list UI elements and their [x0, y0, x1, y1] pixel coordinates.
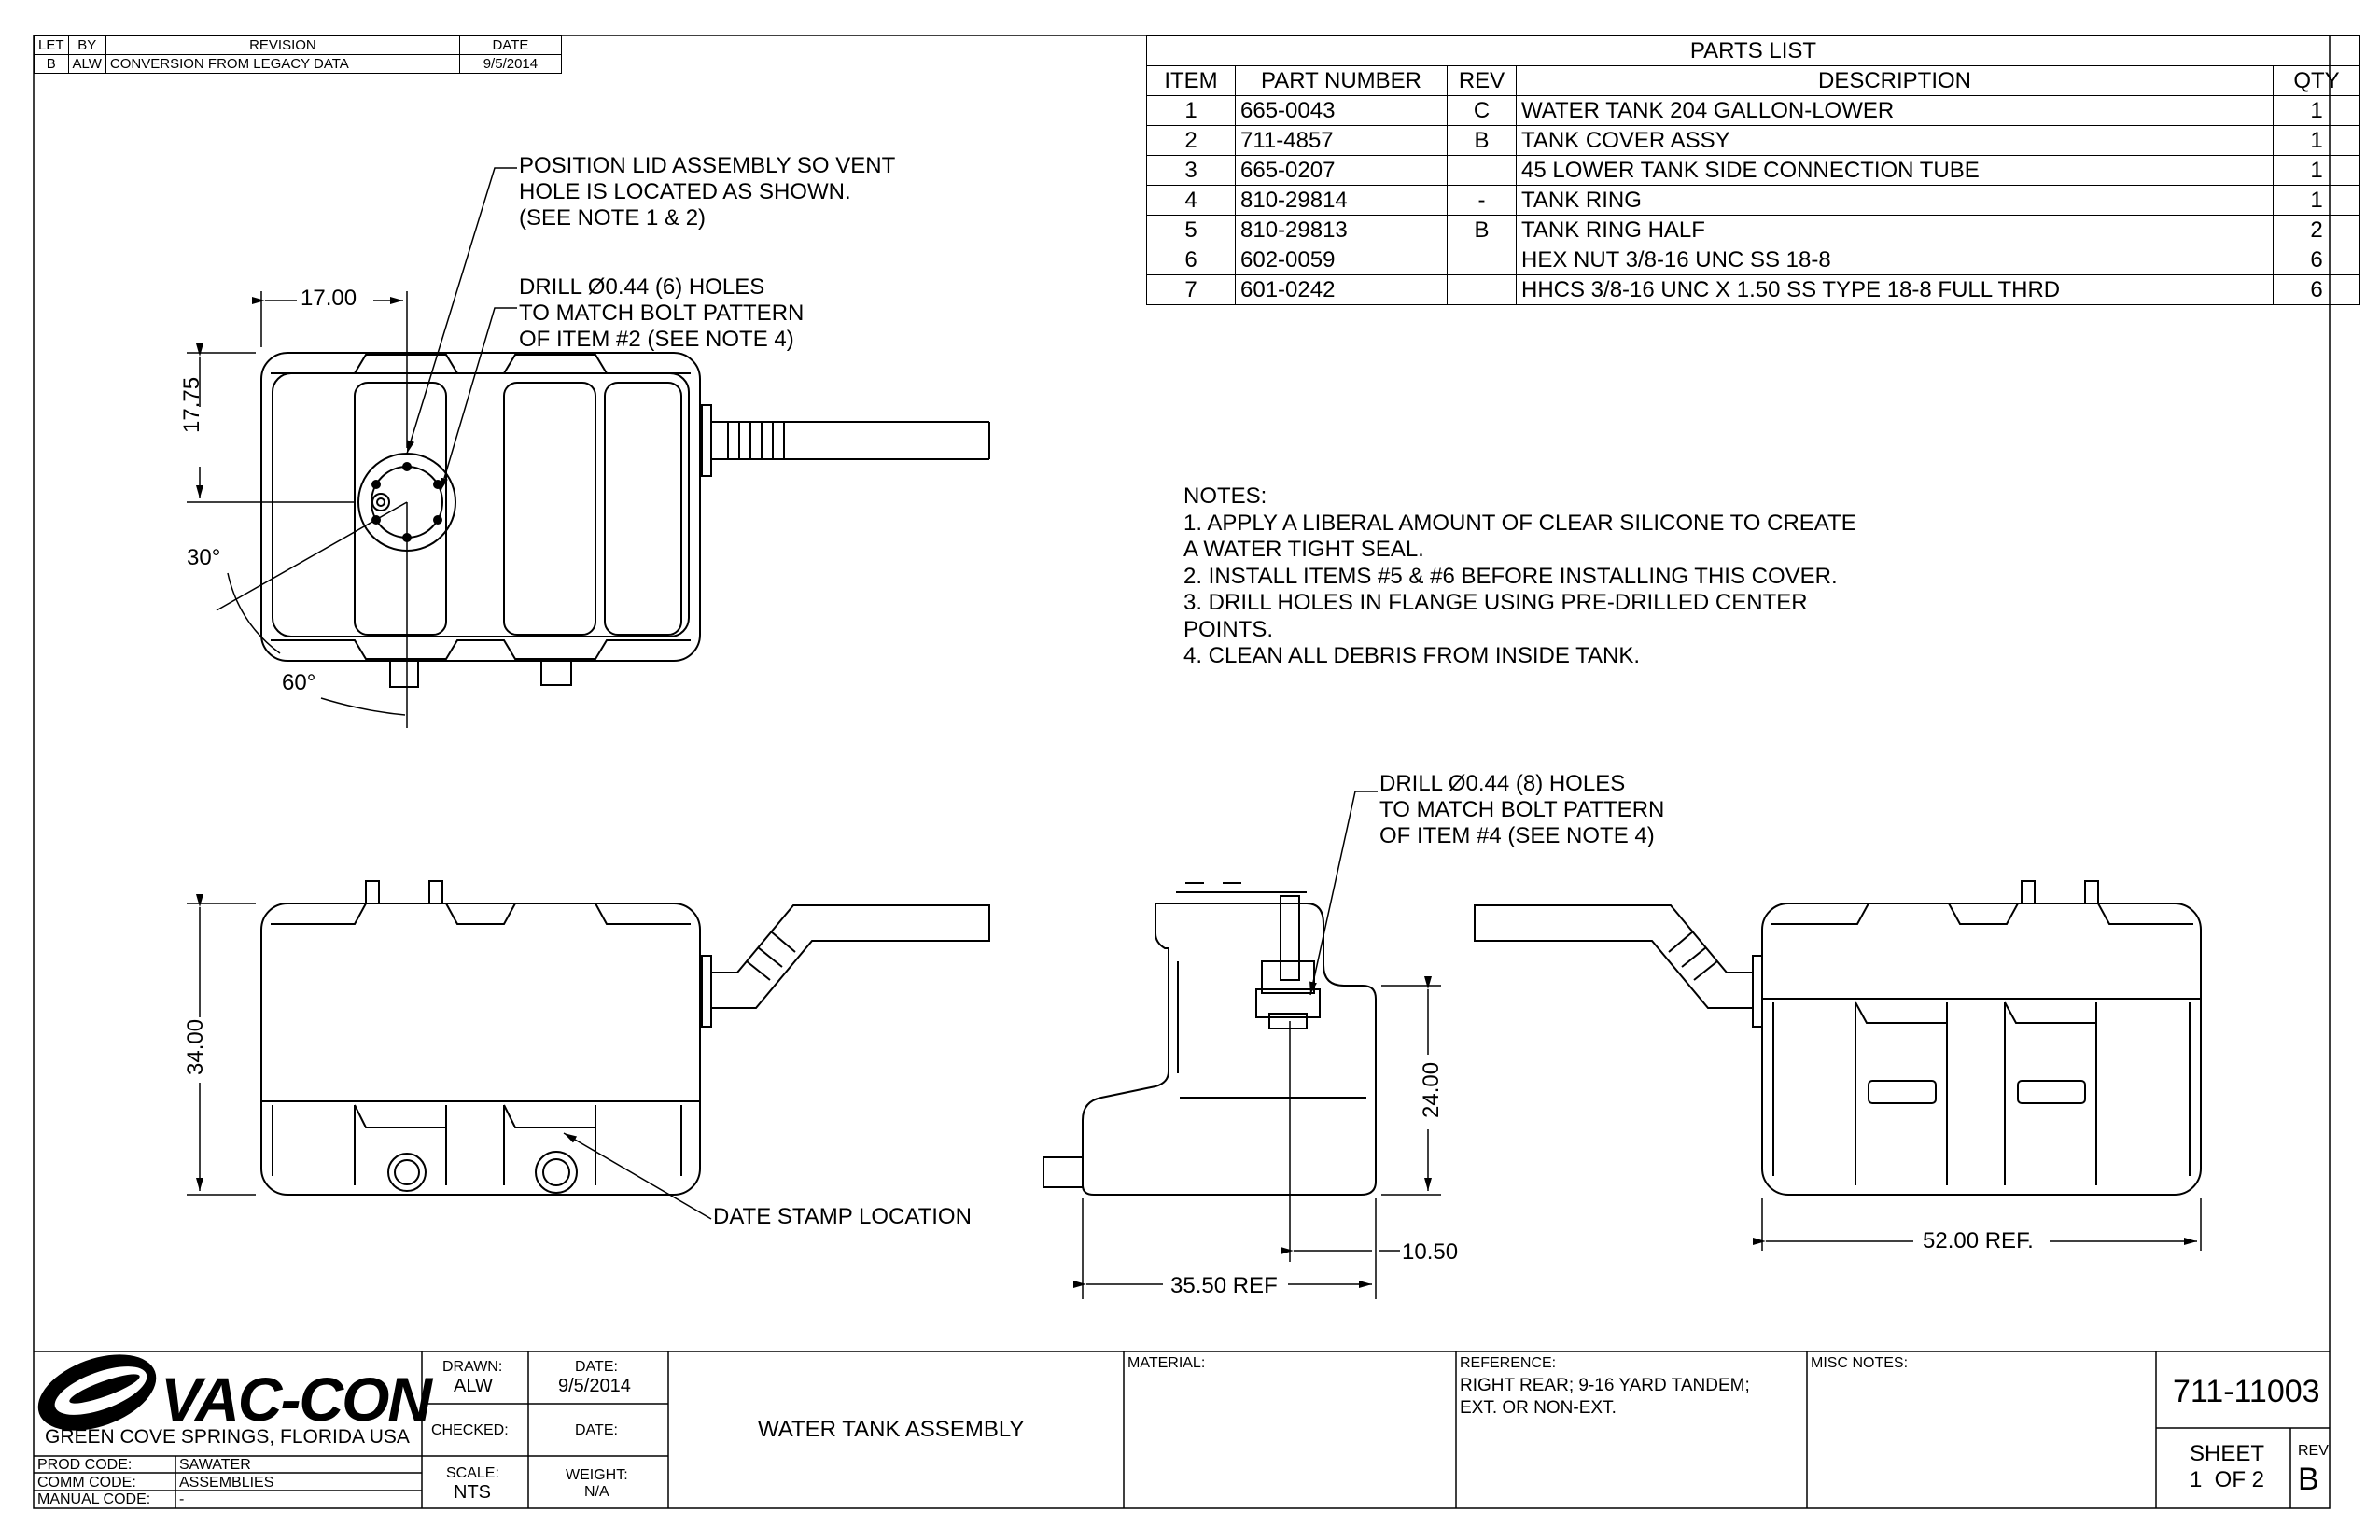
rev-header-date: DATE — [459, 36, 561, 55]
part-number: 602-0059 — [1236, 245, 1448, 275]
part-description: TANK RING — [1517, 186, 2274, 216]
misc-notes-label: MISC NOTES: — [1811, 1355, 1909, 1371]
rev-date: 9/5/2014 — [459, 55, 561, 74]
rev-value: B — [2298, 1462, 2319, 1497]
part-qty: 6 — [2274, 245, 2360, 275]
part-number: 810-29813 — [1236, 216, 1448, 245]
part-number: 665-0043 — [1236, 96, 1448, 126]
weight-label: WEIGHT: — [566, 1467, 628, 1483]
dim-top-width: 17.00 — [301, 286, 357, 311]
part-description: WATER TANK 204 GALLON-LOWER — [1517, 96, 2274, 126]
callout-line: POSITION LID ASSEMBLY SO VENT — [519, 153, 896, 178]
dim-side-height: 24.00 — [1419, 1061, 1444, 1118]
date-stamp-callout: DATE STAMP LOCATION — [713, 1204, 972, 1229]
dim-top-height: 17.75 — [179, 376, 204, 433]
rev-header-revision: REVISION — [105, 36, 459, 55]
part-number: 810-29814 — [1236, 186, 1448, 216]
rev-description: CONVERSION FROM LEGACY DATA — [105, 55, 459, 74]
part-description: 45 LOWER TANK SIDE CONNECTION TUBE — [1517, 156, 2274, 186]
part-item: 4 — [1147, 186, 1236, 216]
drawing-number: 711-11003 — [2173, 1374, 2320, 1409]
drawing-title: WATER TANK ASSEMBLY — [758, 1417, 1025, 1442]
part-number: 711-4857 — [1236, 126, 1448, 156]
callout-line: DRILL Ø0.44 (8) HOLES — [1379, 771, 1626, 796]
part-rev: C — [1448, 96, 1517, 126]
note-line: 1. APPLY A LIBERAL AMOUNT OF CLEAR SILICONE TO CREATE — [1183, 510, 1856, 536]
comm-code-value: ASSEMBLIES — [179, 1475, 274, 1491]
rev-header-let: LET — [35, 36, 69, 55]
callout-line: TO MATCH BOLT PATTERN — [1379, 797, 1665, 822]
top-view — [261, 353, 989, 687]
reference-line: RIGHT REAR; 9-16 YARD TANDEM; — [1460, 1376, 1750, 1395]
part-qty: 2 — [2274, 216, 2360, 245]
part-item: 6 — [1147, 245, 1236, 275]
dim-angle-30: 30° — [187, 545, 221, 570]
manual-code-label: MANUAL CODE: — [37, 1491, 151, 1507]
drawn-label: DRAWN: — [442, 1359, 503, 1375]
sheet-label: SHEET — [2190, 1441, 2265, 1466]
part-description: TANK RING HALF — [1517, 216, 2274, 245]
checked-label: CHECKED: — [431, 1422, 509, 1438]
part-description: TANK COVER ASSY — [1517, 126, 2274, 156]
part-item: 5 — [1147, 216, 1236, 245]
front-view — [261, 881, 989, 1195]
vac-con-logo-text: VAC-CON — [161, 1365, 431, 1434]
part-rev: - — [1448, 186, 1517, 216]
parts-header-description: DESCRIPTION — [1517, 66, 2274, 96]
parts-header-qty: QTY — [2274, 66, 2360, 96]
parts-list-title: PARTS LIST — [1147, 36, 2360, 66]
weight-value: N/A — [584, 1484, 609, 1500]
comm-code-label: COMM CODE: — [37, 1475, 136, 1491]
part-qty: 1 — [2274, 126, 2360, 156]
part-rev: B — [1448, 126, 1517, 156]
note-line: 2. INSTALL ITEMS #5 & #6 BEFORE INSTALLING THIS COVER. — [1183, 563, 1838, 589]
checked-date-label: DATE: — [575, 1422, 618, 1438]
part-qty: 1 — [2274, 96, 2360, 126]
note-line: POINTS. — [1183, 616, 1274, 642]
callout-line: HOLE IS LOCATED AS SHOWN. — [519, 179, 851, 204]
part-rev: B — [1448, 216, 1517, 245]
rear-view — [1475, 881, 2201, 1195]
sheet-border — [34, 35, 2330, 1508]
reference-label: REFERENCE: — [1460, 1355, 1557, 1371]
part-qty: 6 — [2274, 275, 2360, 305]
part-number: 601-0242 — [1236, 275, 1448, 305]
note-line: 3. DRILL HOLES IN FLANGE USING PRE-DRILLED CENTER — [1183, 590, 1808, 615]
dim-side-offset: 10.50 — [1402, 1239, 1459, 1265]
callout-line: DRILL Ø0.44 (6) HOLES — [519, 274, 765, 300]
parts-header-part-number: PART NUMBER — [1236, 66, 1448, 96]
prod-code-value: SAWATER — [179, 1457, 251, 1473]
rev-let: B — [35, 55, 69, 74]
callout-line: TO MATCH BOLT PATTERN — [519, 301, 805, 326]
sheet-value: 1 OF 2 — [2190, 1467, 2265, 1492]
side-view — [1043, 883, 1376, 1195]
prod-code-label: PROD CODE: — [37, 1457, 133, 1473]
rev-label: REV — [2298, 1443, 2329, 1459]
date-label: DATE: — [575, 1359, 618, 1375]
rev-by: ALW — [68, 55, 105, 74]
drawn-value: ALW — [454, 1376, 493, 1396]
dim-rear-width: 52.00 REF. — [1919, 1228, 2037, 1254]
note-line: 4. CLEAN ALL DEBRIS FROM INSIDE TANK. — [1183, 643, 1641, 668]
notes-title: NOTES: — [1183, 483, 1267, 509]
part-description: HEX NUT 3/8-16 UNC SS 18-8 — [1517, 245, 2274, 275]
parts-header-item: ITEM — [1147, 66, 1236, 96]
parts-header-rev: REV — [1448, 66, 1517, 96]
part-qty: 1 — [2274, 156, 2360, 186]
material-label: MATERIAL: — [1127, 1355, 1206, 1371]
dim-angle-60: 60° — [282, 670, 316, 695]
callout-line: OF ITEM #2 (SEE NOTE 4) — [519, 327, 794, 352]
part-item: 1 — [1147, 96, 1236, 126]
callout-line: (SEE NOTE 1 & 2) — [519, 205, 707, 231]
dim-side-width: 35.50 REF — [1167, 1273, 1281, 1299]
part-qty: 1 — [2274, 186, 2360, 216]
callout-line: OF ITEM #4 (SEE NOTE 4) — [1379, 823, 1655, 848]
rev-header-by: BY — [68, 36, 105, 55]
reference-line: EXT. OR NON-EXT. — [1460, 1398, 1617, 1418]
part-item: 7 — [1147, 275, 1236, 305]
date-value: 9/5/2014 — [558, 1376, 631, 1396]
part-item: 2 — [1147, 126, 1236, 156]
note-line: A WATER TIGHT SEAL. — [1183, 537, 1424, 562]
scale-label: SCALE: — [446, 1465, 499, 1481]
part-item: 3 — [1147, 156, 1236, 186]
scale-value: NTS — [454, 1482, 491, 1503]
company-location: GREEN COVE SPRINGS, FLORIDA USA — [45, 1426, 410, 1448]
dim-front-height: 34.00 — [183, 1018, 208, 1075]
manual-code-value: - — [179, 1491, 185, 1507]
part-description: HHCS 3/8-16 UNC X 1.50 SS TYPE 18-8 FULL THRD — [1517, 275, 2274, 305]
part-number: 665-0207 — [1236, 156, 1448, 186]
